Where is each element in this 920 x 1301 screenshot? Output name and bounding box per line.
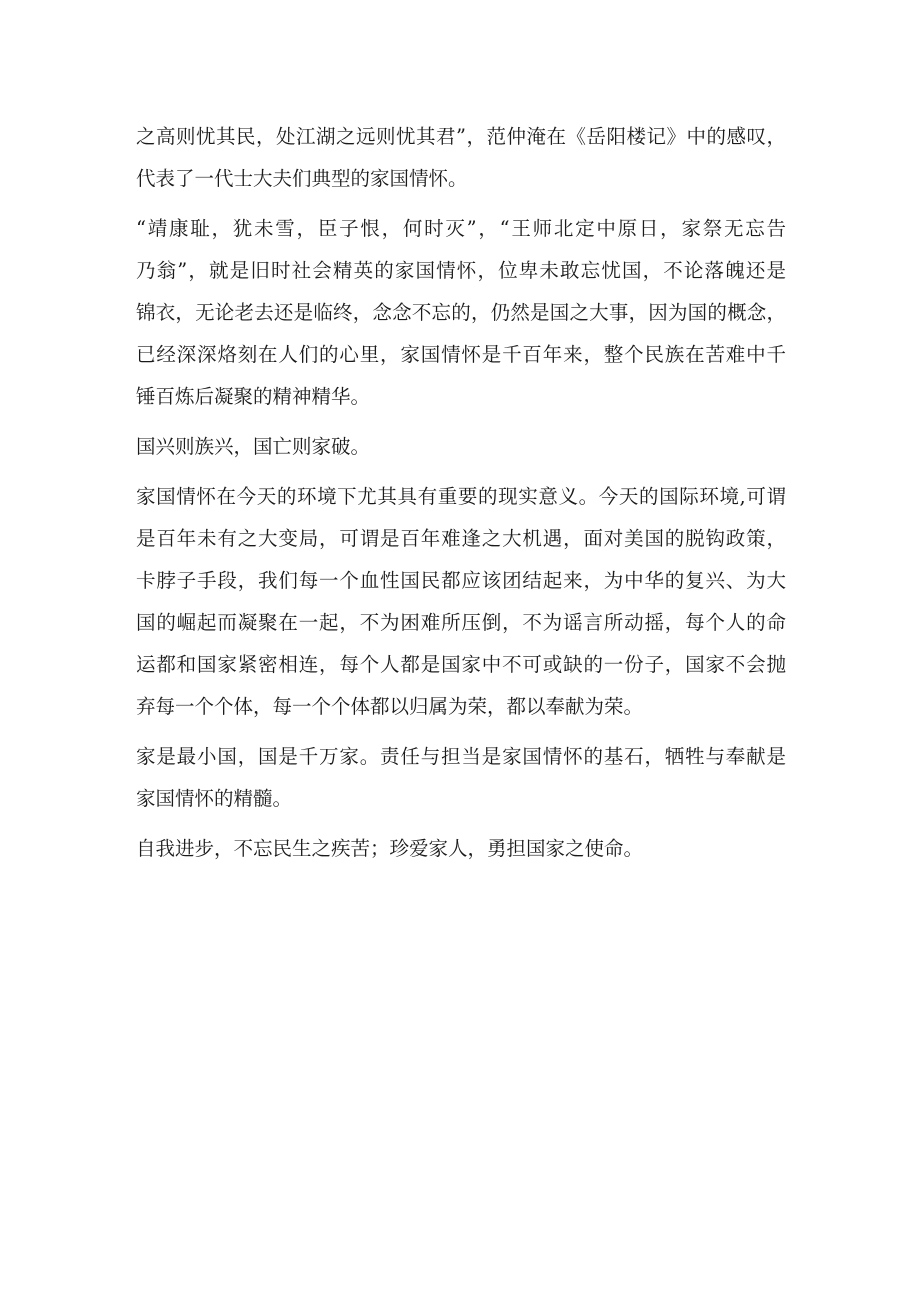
text-line: 锤百炼后凝聚的精神精华。 — [136, 385, 371, 408]
paragraph-6 — [136, 828, 786, 870]
paragraph-2 — [136, 208, 786, 418]
text-line: 家是最小国，国是千万家。责任与担当是家国情怀的基石，牺牲与奉献是 — [136, 745, 786, 768]
text-line: 自我进步，不忘民生之疾苦；珍爱家人，勇担国家之使命。 — [136, 837, 644, 860]
text-line: 弃每一个个体，每一个个体都以归属为荣，都以奉献为荣。 — [136, 695, 644, 718]
text-line: 家国情怀在今天的环境下尤其具有重要的现实意义。今天的国际环境,可谓 — [136, 485, 786, 508]
paragraph-3 — [136, 426, 786, 468]
paragraph-4 — [136, 476, 786, 728]
text-line: 国的崛起而凝聚在一起，不为困难所压倒，不为谣言所动摇，每个人的命 — [136, 611, 786, 634]
text-line: 代表了一代士大夫们典型的家国情怀。 — [136, 167, 468, 190]
text-line: 锦衣，无论老去还是临终，念念不忘的，仍然是国之大事，因为国的概念， — [136, 301, 786, 324]
text-line: 卡脖子手段，我们每一个血性国民都应该团结起来，为中华的复兴、为大 — [136, 569, 786, 592]
text-line: 家国情怀的精髓。 — [136, 787, 293, 810]
text-line: 之高则忧其民，处江湖之远则忧其君”，范仲淹在《岳阳楼记》中的感叹， — [136, 125, 786, 148]
text-line: 已经深深烙刻在人们的心里，家国情怀是千百年来，整个民族在苦难中千 — [136, 343, 786, 366]
document-body — [136, 116, 786, 878]
paragraph-5 — [136, 736, 786, 820]
text-line: 是百年未有之大变局，可谓是百年难逢之大机遇，面对美国的脱钩政策， — [136, 527, 786, 550]
text-line: 国兴则族兴，国亡则家破。 — [136, 435, 371, 458]
text-line: “靖康耻，犹未雪，臣子恨，何时灭”，“王师北定中原日，家祭无忘告 — [136, 217, 786, 240]
text-line: 运都和国家紧密相连，每个人都是国家中不可或缺的一份子，国家不会抛 — [136, 653, 786, 676]
text-line: 乃翁”，就是旧时社会精英的家国情怀，位卑未敢忘忧国，不论落魄还是 — [136, 259, 786, 282]
paragraph-1 — [136, 116, 786, 200]
